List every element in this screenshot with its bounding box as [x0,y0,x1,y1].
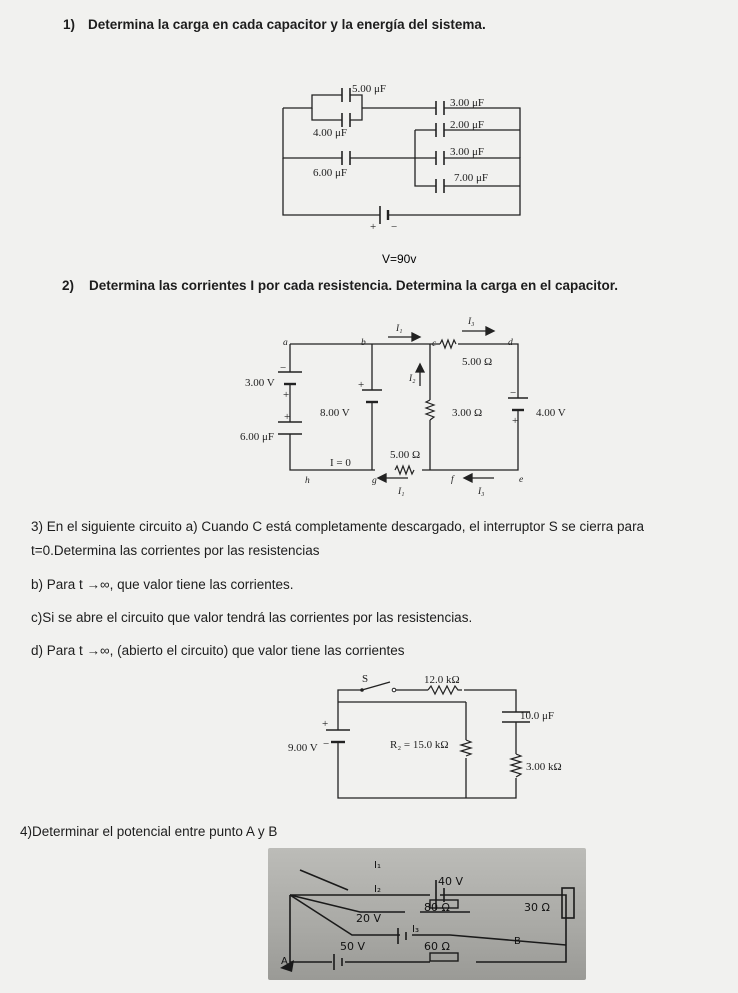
q1-battery-plus: + [370,221,377,233]
q2-minus-2: − [510,387,517,399]
q1-voltage-label: V=90v [382,252,417,266]
q4-r3-label: 30 Ω [524,901,550,914]
q2-node-a: a [283,338,288,348]
q1-number: 1) [63,17,76,32]
q2-node-c: c [432,339,437,349]
q2-node-f: f [451,475,454,485]
q2-node-d: d [508,338,513,348]
q2-cap-label: 6.00 μF [240,431,275,443]
q2-node-h: h [305,476,310,486]
q4-point-a: A [281,956,288,967]
q2-i3-top: I₃ [468,317,475,327]
q1-c4-label: 3.00 μF [450,97,485,109]
q3-cap-label: 10.0 μF [520,710,555,722]
q4-text: 4)Determinar el potencial entre punto A y B [20,824,278,839]
q2-r3-label: 5.00 Ω [390,449,421,461]
q2-i2: I₂ [409,374,416,384]
q2-plus-3: + [284,411,291,423]
q4-r2-label: 60 Ω [424,940,450,953]
q4-v2-label: 20 V [356,912,382,925]
q3-plus: + [322,718,329,730]
q2-plus-4: + [512,415,519,427]
q2-i3-bottom: I₃ [478,487,485,497]
q3-text-a2: t=0.Determina las corrientes por las resistencias [31,543,320,558]
q4-v3-label: 50 V [340,940,366,953]
q2-minus-1: − [280,362,287,374]
q1-text: Determina la carga en cada capacitor y la energía del sistema. [88,17,486,32]
q2-node-g: g [372,476,377,486]
q1-battery-minus: − [391,221,398,233]
q3-minus: − [323,738,330,750]
q4-r1-label: 80 Ω [424,901,450,914]
q2-bat3-label: 4.00 V [536,407,566,419]
q2-node-b: b [361,338,366,348]
q2-bat2-label: 8.00 V [320,407,350,419]
q3-text-a1: 3) En el siguiente circuito a) Cuando C está completamente descargado, el interruptor S se cierra para [31,519,645,534]
q4-i1-label: I₁ [374,860,381,871]
q3-text-c: c)Si se abre el circuito que valor tendrá las corrientes por las resistencias. [31,610,473,625]
q3-r2-label: R₂ = 15.0 kΩ [390,739,449,751]
q3-text-b: b) Para t →∞, que valor tiene las corrientes. [31,577,294,592]
q2-i1-bottom: I₁ [398,487,405,497]
q3-text-d: d) Para t →∞, (abierto el circuito) que valor tiene las corrientes [31,643,405,658]
q1-c1-label: 5.00 μF [352,83,387,95]
q3-switch-label: S [362,673,369,685]
q2-node-e: e [519,475,524,485]
q2-i1-top: I₁ [396,324,403,334]
q2-r2-label: 3.00 Ω [452,407,483,419]
q1-c7-label: 7.00 μF [454,172,489,184]
q3-r3-label: 3.00 kΩ [526,761,562,773]
q4-i3-label: I₃ [412,924,419,935]
q1-c2-label: 4.00 μF [313,127,348,139]
q1-c5-label: 2.00 μF [450,119,485,131]
q4-i2-label: I₂ [374,884,381,895]
q2-text: Determina las corrientes I por cada resistencia. Determina la carga en el capacitor. [89,278,618,293]
q2-plus-2: + [358,379,365,391]
q1-c3-label: 6.00 μF [313,167,348,179]
q2-plus-1: + [283,389,290,401]
q3-battery-label: 9.00 V [288,742,318,754]
q4-v1-label: 40 V [438,875,464,888]
q2-zero-current: I = 0 [330,457,351,469]
q1-c6-label: 3.00 μF [450,146,485,158]
q2-r1-label: 5.00 Ω [462,356,493,368]
q2-number: 2) [62,278,75,293]
q2-bat1-label: 3.00 V [245,377,275,389]
q3-r1-label: 12.0 kΩ [424,674,460,686]
q4-point-b: B [514,936,521,947]
